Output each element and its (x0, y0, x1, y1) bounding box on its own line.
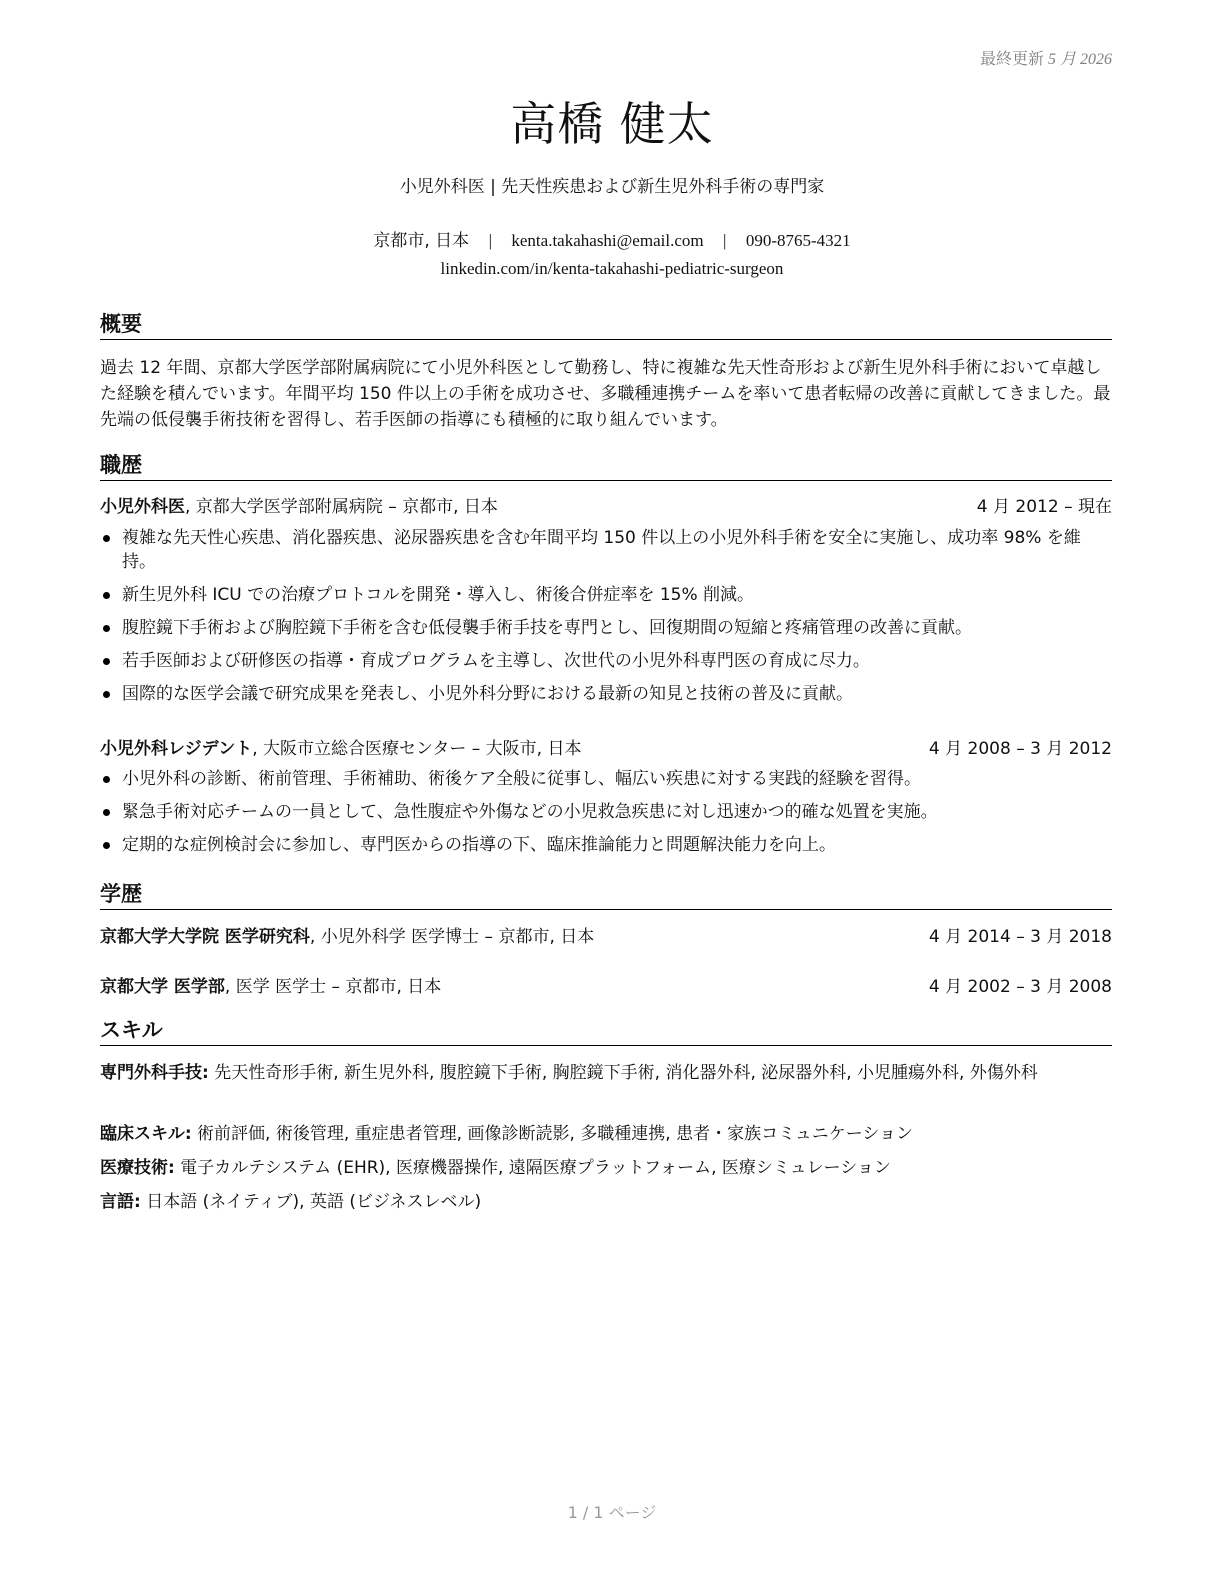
education-entry (100, 974, 1112, 1000)
school-name: 京都大学 医学部 (100, 977, 225, 997)
list-item: 緊急手術対応チームの一員として、急性腹症や外傷などの小児救急疾患に対し迅速かつ的確な処置を実施。 (100, 800, 1112, 824)
list-item: 若手医師および研修医の指導・育成プログラムを主導し、次世代の小児外科専門医の育成に尽力。 (100, 649, 1112, 673)
section-title-experience: 職歴 (100, 451, 1112, 481)
contact-separator: | (488, 231, 492, 250)
degree-detail: , 医学 医学士 – 京都市, 日本 (224, 977, 442, 997)
job-bullets (100, 526, 1112, 715)
candidate-name: 高橋 健太 (510, 97, 714, 151)
last-updated (980, 46, 1112, 69)
degree-detail: , 小児外科学 医学博士 – 京都市, 日本 (309, 927, 595, 947)
bullet-icon (103, 776, 110, 783)
job-dates: 4 月 2012 – 現在 (976, 497, 1112, 517)
education-dates: 4 月 2002 – 3 月 2008 (928, 977, 1112, 997)
last-updated-date: 5 月 2026 (1047, 51, 1112, 68)
skill-label: 専門外科手技: (100, 1063, 209, 1083)
skill-value: 日本語 (ネイティブ), 英語 (ビジネスレベル) (140, 1192, 482, 1212)
skill-label: 言語: (100, 1192, 141, 1212)
skill-line (100, 1061, 1112, 1085)
skill-label: 医療技術: (100, 1158, 175, 1178)
skill-line (100, 1190, 1112, 1214)
bullet-icon (103, 809, 110, 816)
headline: 小児外科医 | 先天性疾患および新生児外科手術の専門家 (399, 177, 825, 197)
summary-text: 過去 12 年間、京都大学医学部附属病院にて小児外科医として勤務し、特に複雑な先天性奇形および新生児外科手術において卓越した経験を積んでいます。年間平均 150 件以上の手術を成功させ、多職種連携チームを率いて患者転帰の改善に貢献してきました。最先端の低侵襲手術技術を習得し、若手医師の指導にも積極的に取り組んでいます。 (100, 358, 1111, 430)
phone-number: 090-8765-4321 (745, 231, 851, 250)
location: 京都市, 日本 (373, 231, 470, 251)
list-item: 腹腔鏡下手術および胸腔鏡下手術を含む低侵襲手術手技を専門とし、回復期間の短縮と疼痛管理の改善に貢献。 (100, 616, 1112, 640)
list-item: 小児外科の診断、術前管理、手術補助、術後ケア全般に従事し、幅広い疾患に対する実践的経験を習得。 (100, 767, 1112, 791)
email-link[interactable]: kenta.takahashi@email.com (511, 231, 704, 250)
skill-value: 電子カルテシステム (EHR), 医療機器操作, 遠隔医療プラットフォーム, 医療シミュレーション (174, 1158, 891, 1178)
bullet-icon (103, 625, 110, 632)
skill-label: 臨床スキル: (100, 1124, 192, 1144)
job-header (100, 736, 1112, 762)
skill-value: 先天性奇形手術, 新生児外科, 腹腔鏡下手術, 胸腔鏡下手術, 消化器外科, 泌尿器外科, 小児腫瘍外科, 外傷外科 (208, 1063, 1038, 1083)
section-title-skills: スキル (100, 1016, 1112, 1046)
linkedin-link[interactable]: linkedin.com/in/kenta-takahashi-pediatric-surgeon (440, 259, 784, 278)
skill-line (100, 1122, 1112, 1146)
job-role: 小児外科医 (100, 497, 185, 517)
job-organization: , 大阪市立総合医療センター – 大阪市, 日本 (252, 739, 582, 759)
section-title-education: 学歴 (100, 880, 1112, 910)
skill-value: 術前評価, 術後管理, 重症患者管理, 画像診断読影, 多職種連携, 患者・家族コミュニケーション (191, 1124, 914, 1144)
bullet-icon (103, 691, 110, 698)
bullet-icon (103, 592, 110, 599)
job-header (100, 494, 1112, 520)
bullet-icon (103, 842, 110, 849)
contact-line (0, 226, 1224, 251)
skill-line (100, 1156, 1112, 1180)
job-organization: , 京都大学医学部附属病院 – 京都市, 日本 (185, 497, 498, 517)
section-title-summary: 概要 (100, 310, 1112, 340)
contact-separator: | (723, 231, 727, 250)
list-item: 新生児外科 ICU での治療プロトコルを開発・導入し、術後合併症率を 15% 削減。 (100, 583, 1112, 607)
list-item: 定期的な症例検討会に参加し、専門医からの指導の下、臨床推論能力と問題解決能力を向上。 (100, 833, 1112, 857)
list-item: 複雑な先天性心疾患、消化器疾患、泌尿器疾患を含む年間平均 150 件以上の小児外科手術を安全に実施し、成功率 98% を維持。 (100, 526, 1112, 574)
last-updated-label: 最終更新 (979, 51, 1044, 68)
job-dates: 4 月 2008 – 3 月 2012 (928, 739, 1112, 759)
list-item: 国際的な医学会議で研究成果を発表し、小児外科分野における最新の知見と技術の普及に貢献。 (100, 682, 1112, 706)
job-role: 小児外科レジデント (100, 739, 253, 759)
education-dates: 4 月 2014 – 3 月 2018 (928, 927, 1112, 947)
school-name: 京都大学大学院 医学研究科 (100, 927, 310, 947)
bullet-icon (103, 535, 110, 542)
job-bullets (100, 767, 1112, 866)
page-number: 1 / 1 ページ (567, 1503, 657, 1522)
bullet-icon (103, 658, 110, 665)
education-entry (100, 924, 1112, 950)
